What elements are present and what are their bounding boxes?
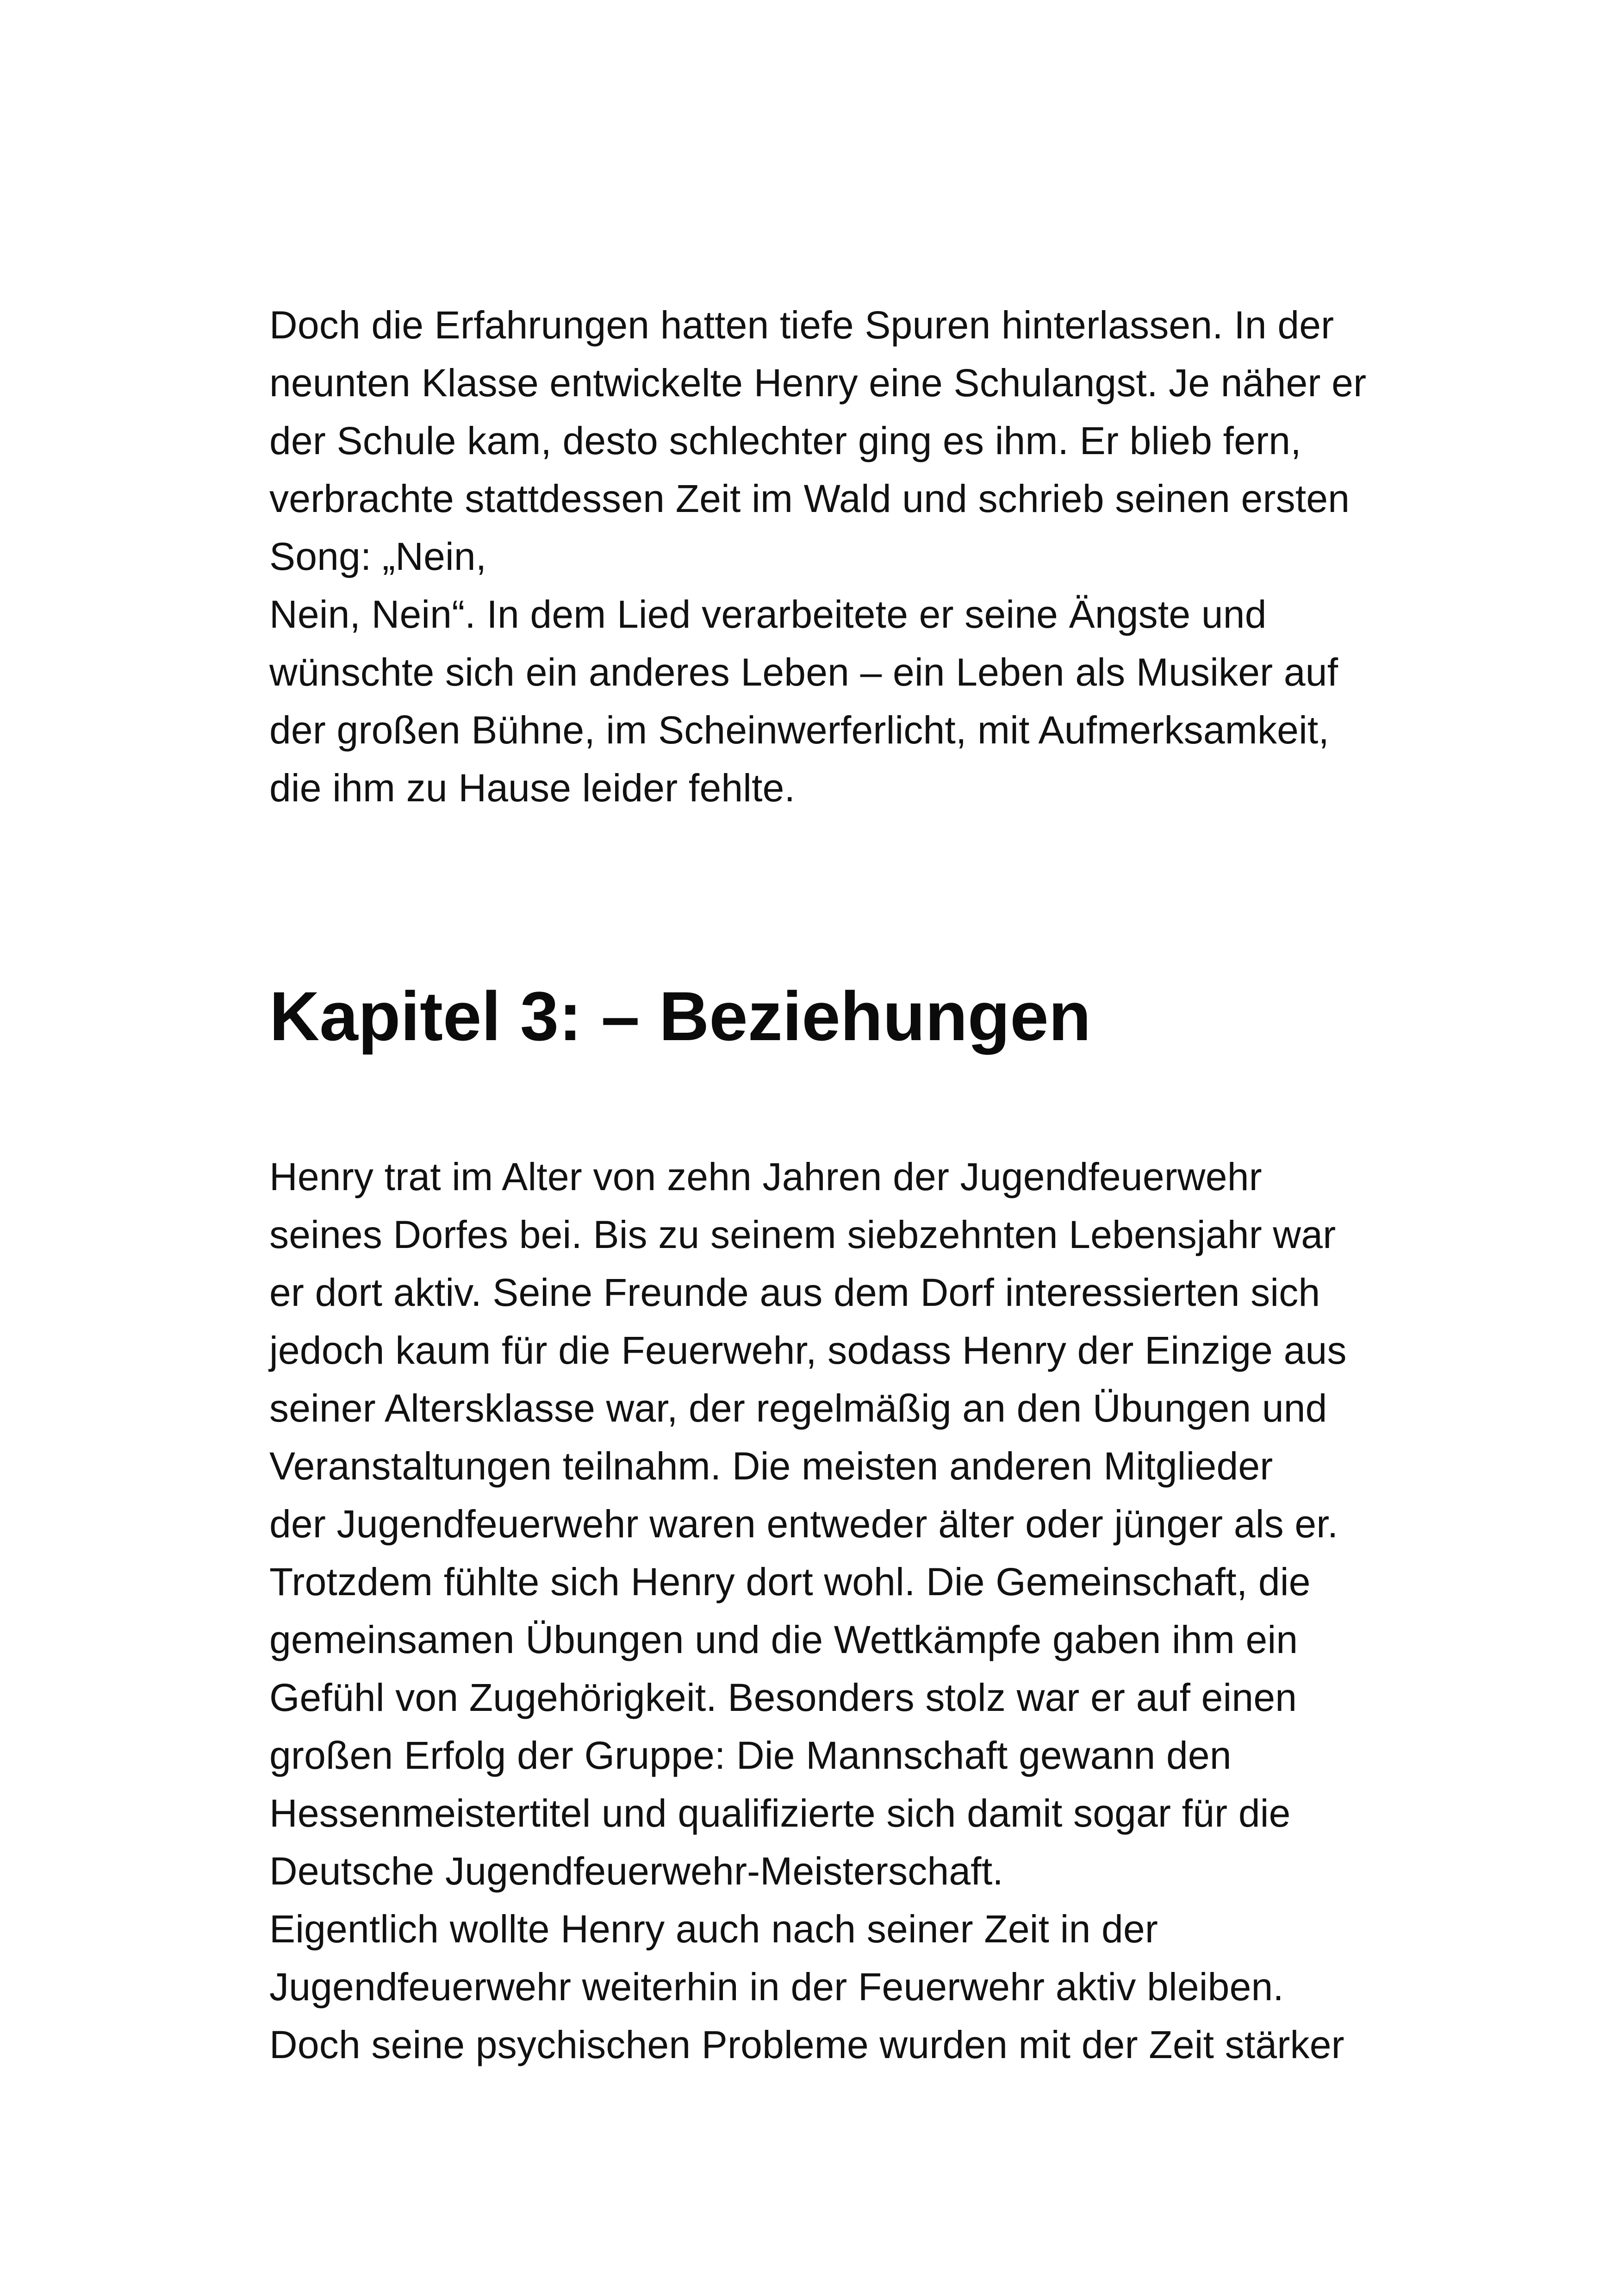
paragraph-chapter-body [269, 1148, 1380, 2074]
text-line: seines Dorfes bei. Bis zu seinem siebzehnten Lebensjahr war [269, 1213, 1336, 1256]
text-line: wünschte sich ein anderes Leben – ein Leben als Musiker auf [269, 650, 1338, 694]
text-line: großen Erfolg der Gruppe: Die Mannschaft gewann den [269, 1734, 1232, 1777]
text-line: Deutsche Jugendfeuerwehr-Meisterschaft. [269, 1849, 1003, 1893]
text-line: neunten Klasse entwickelte Henry eine Schulangst. Je näher er [269, 361, 1367, 405]
text-line: Henry trat im Alter von zehn Jahren der Jugendfeuerwehr [269, 1155, 1262, 1198]
text-line: Trotzdem fühlte sich Henry dort wohl. Die Gemeinschaft, die [269, 1560, 1311, 1603]
text-line: der Jugendfeuerwehr waren entweder älter oder jünger als er. [269, 1502, 1338, 1546]
text-line: jedoch kaum für die Feuerwehr, sodass Henry der Einzige aus [269, 1329, 1347, 1372]
text-line: der großen Bühne, im Scheinwerferlicht, mit Aufmerksamkeit, [269, 708, 1330, 752]
text-line: gemeinsamen Übungen und die Wettkämpfe gaben ihm ein [269, 1618, 1298, 1661]
text-line: Nein, Nein“. In dem Lied verarbeitete er seine Ängste und [269, 593, 1267, 636]
text-line: Song: „Nein, [269, 535, 487, 578]
text-line: Gefühl von Zugehörigkeit. Besonders stolz war er auf einen [269, 1676, 1297, 1719]
chapter-heading: Kapitel 3: – Beziehungen [269, 977, 1091, 1055]
text-line: seiner Altersklasse war, der regelmäßig an den Übungen und [269, 1386, 1327, 1430]
text-line: die ihm zu Hause leider fehlte. [269, 766, 796, 810]
text-line: Doch die Erfahrungen hatten tiefe Spuren hinterlassen. In der [269, 303, 1334, 347]
text-line: Jugendfeuerwehr weiterhin in der Feuerwehr aktiv bleiben. [269, 1965, 1284, 2009]
text-line: der Schule kam, desto schlechter ging es ihm. Er blieb fern, [269, 419, 1301, 462]
paragraph-intro [269, 296, 1380, 817]
text-line: Hessenmeistertitel und qualifizierte sich damit sogar für die [269, 1791, 1291, 1835]
text-line: er dort aktiv. Seine Freunde aus dem Dorf interessierten sich [269, 1271, 1320, 1314]
text-line: verbrachte stattdessen Zeit im Wald und schrieb seinen ersten [269, 477, 1350, 520]
text-line: Eigentlich wollte Henry auch nach seiner Zeit in der [269, 1907, 1158, 1951]
text-line: Doch seine psychischen Probleme wurden mit der Zeit stärker [269, 2023, 1344, 2066]
text-line: Veranstaltungen teilnahm. Die meisten anderen Mitglieder [269, 1444, 1273, 1488]
